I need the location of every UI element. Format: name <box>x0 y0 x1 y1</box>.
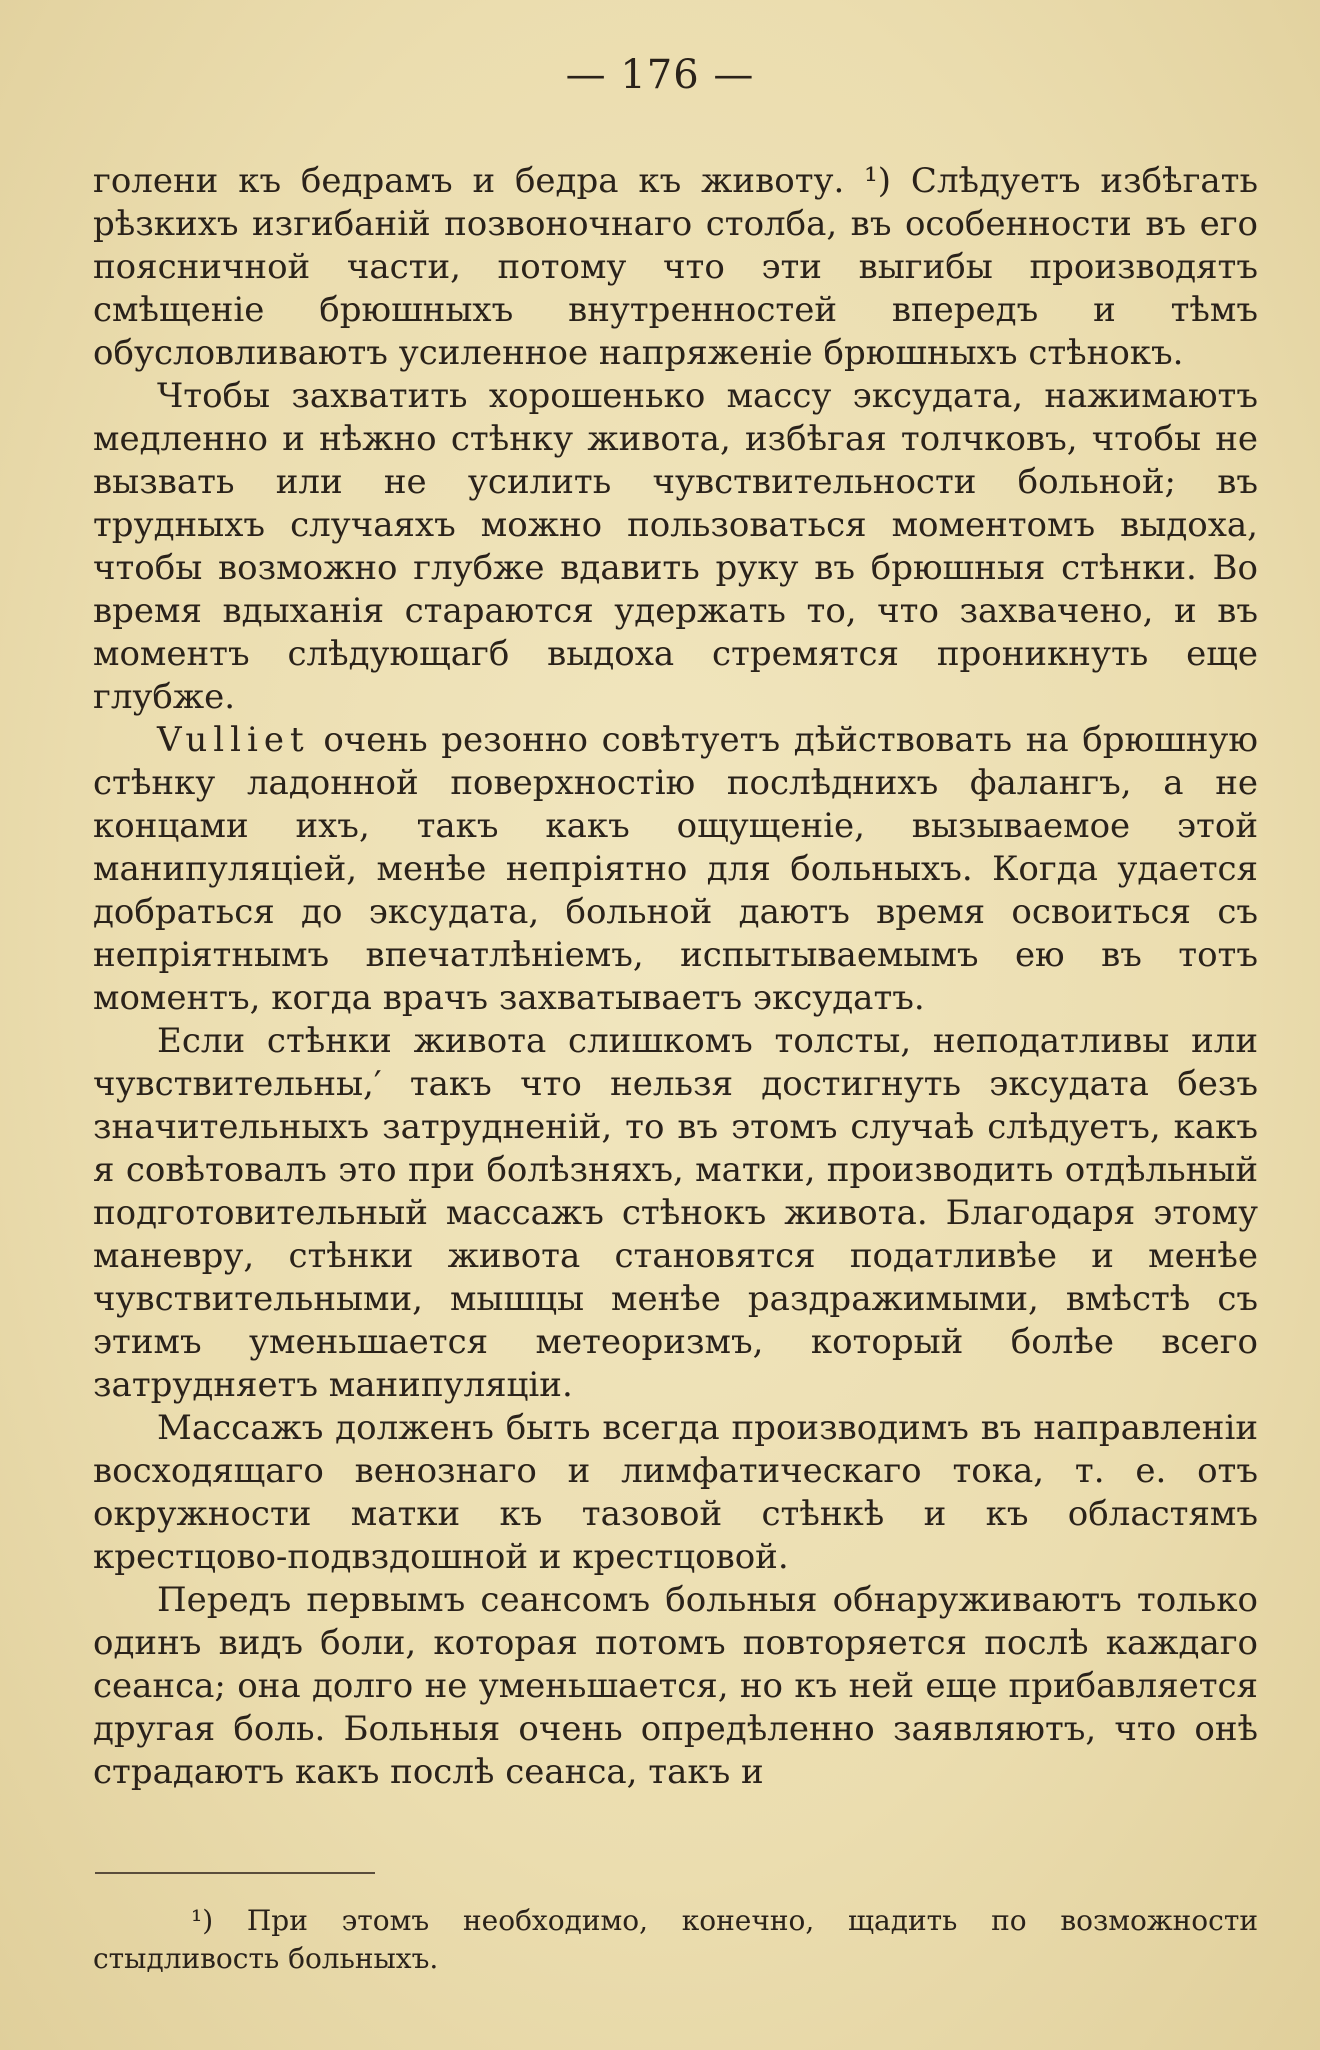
paragraph-1: голени къ бедрамъ и бедра къ животу. ¹) Слѣдуетъ избѣгать рѣзкихъ изгибаній позвоночнаго столба, въ особенности въ его поясничной части, потому что эти выгибы производятъ смѣщеніе брюшныхъ внутренностей впередъ и тѣмъ обусловливаютъ усиленное напряженіе брюшныхъ стѣнокъ. <box>93 161 1258 373</box>
page-number: — 176 — <box>565 52 755 98</box>
paragraph-3 <box>93 719 1258 1020</box>
paragraph-6: Передъ первымъ сеансомъ больныя обнаруживаютъ только одинъ видъ боли, которая потомъ повторяется послѣ каждаго сеанса; она долго не уменьшается, но къ ней еще прибавляется другая боль. Больныя очень опредѣленно заявляютъ, что онѣ страдаютъ какъ послѣ сеанса, такъ и <box>93 1580 1258 1792</box>
footnote-mark: ¹) <box>191 1904 214 1937</box>
body-text <box>93 160 1258 1794</box>
author-name: Vulliet <box>157 720 310 760</box>
footnote <box>93 1902 1258 1978</box>
footnote-divider <box>95 1872 375 1874</box>
paragraph-5: Массажъ долженъ быть всегда производимъ въ направленіи восходящаго венознаго и лимфатическаго тока, т. е. отъ окружности матки къ тазовой стѣнкѣ и къ областямъ крестцово-подвздошной и крестцовой. <box>93 1408 1258 1577</box>
paragraph-4: Если стѣнки живота слишкомъ толсты, неподатливы или чувствительны,′ такъ что нельзя достигнуть эксудата безъ значительныхъ затрудненій, то въ этомъ случаѣ слѣдуетъ, какъ я совѣтовалъ это при болѣзняхъ, матки, производить отдѣльный подготовительный массажъ стѣнокъ живота. Благодаря этому маневру, стѣнки живота становятся податливѣе и менѣе чувствительными, мышцы менѣе раздражимыми, вмѣстѣ съ этимъ уменьшается метеоризмъ, который болѣе всего затрудняетъ манипуляціи. <box>93 1021 1258 1405</box>
paragraph-3-text: очень резонно совѣтуетъ дѣйствовать на брюшную стѣнку ладонной поверхностію послѣднихъ фалангъ, а не концами ихъ, такъ какъ ощущеніе, вызываемое этой манипуляціей, менѣе непріятно для больныхъ. Когда удается добраться до эксудата, больной даютъ время освоиться съ непріятнымъ впечатлѣніемъ, испытываемымъ ею въ тотъ моментъ, когда врачъ захватываетъ эксудатъ. <box>93 720 1258 1018</box>
paragraph-2: Чтобы захватить хорошенько массу эксудата, нажимаютъ медленно и нѣжно стѣнку живота, избѣгая толчковъ, чтобы не вызвать или не усилить чувствительности больной; въ трудныхъ случаяхъ можно пользоваться моментомъ выдоха, чтобы возможно глубже вдавить руку въ брюшныя стѣнки. Во время вдыханія стараются удержать то, что захвачено, и въ моментъ слѣдующагб выдоха стремятся проникнуть еще глубже. <box>93 376 1258 717</box>
footnote-text: При этомъ необходимо, конечно, щадить по возможности стыдливость больныхъ. <box>93 1904 1258 1975</box>
